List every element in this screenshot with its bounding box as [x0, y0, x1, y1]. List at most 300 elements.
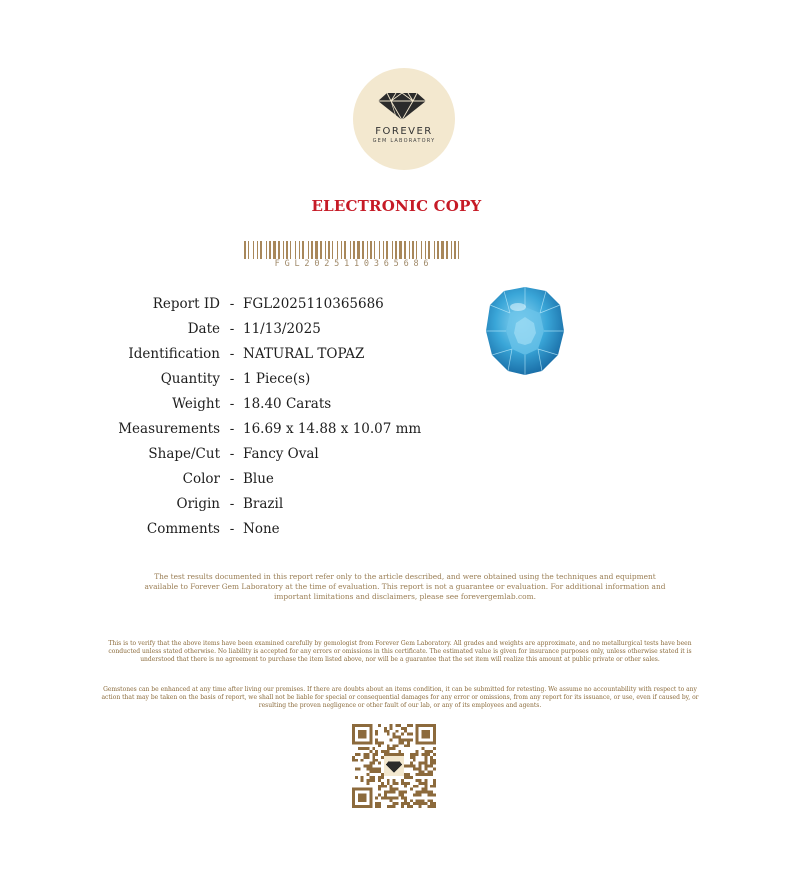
qr-module	[358, 767, 361, 770]
qr-module	[384, 785, 387, 788]
qr-module	[433, 762, 436, 765]
detail-separator: -	[229, 521, 235, 537]
qr-module	[384, 750, 387, 753]
barcode-bar	[428, 241, 430, 259]
qr-module	[378, 788, 381, 791]
qr-module	[407, 773, 410, 776]
barcode-text: FGL2025110365686	[274, 259, 434, 269]
detail-separator: -	[229, 321, 235, 337]
qr-module	[410, 724, 413, 727]
qr-module	[430, 770, 433, 773]
qr-module	[413, 759, 416, 762]
qr-module	[393, 791, 396, 794]
qr-module	[398, 753, 401, 756]
detail-row-color	[0, 469, 480, 494]
barcode-bar	[434, 241, 435, 259]
qr-module	[430, 785, 433, 788]
qr-module	[404, 727, 407, 730]
qr-module	[378, 770, 381, 773]
qr-module	[355, 759, 358, 762]
qr-module	[364, 756, 367, 759]
qr-module	[407, 765, 410, 768]
qr-module	[387, 796, 390, 799]
qr-module	[384, 730, 387, 733]
qr-module	[395, 724, 398, 727]
qr-module	[433, 767, 436, 770]
qr-module	[424, 756, 427, 759]
qr-module	[427, 799, 430, 802]
qr-module	[416, 802, 419, 805]
logo-name: FOREVER	[375, 126, 433, 137]
barcode-bar	[273, 241, 276, 259]
qr-module	[427, 773, 430, 776]
qr-module	[430, 773, 433, 776]
qr-module	[366, 756, 369, 759]
qr-module	[395, 782, 398, 785]
qr-module	[404, 744, 407, 747]
qr-module	[419, 773, 422, 776]
qr-module	[422, 799, 425, 802]
qr-module	[393, 779, 396, 782]
barcode-bar	[260, 241, 262, 259]
qr-module	[378, 767, 381, 770]
qr-module	[410, 753, 413, 756]
qr-module	[378, 785, 381, 788]
qr-module	[375, 741, 378, 744]
barcode-bar	[425, 241, 426, 259]
barcode-bar	[399, 241, 402, 259]
qr-module	[393, 805, 396, 808]
qr-module	[430, 791, 433, 794]
detail-label: Date	[187, 321, 220, 337]
barcode-bar	[320, 241, 322, 259]
qr-module	[404, 785, 407, 788]
qr-module	[433, 782, 436, 785]
qr-module	[433, 753, 436, 756]
qr-module	[375, 738, 378, 741]
qr-module	[410, 776, 413, 779]
barcode-bar	[386, 241, 388, 259]
qr-module	[393, 782, 396, 785]
qr-module	[395, 788, 398, 791]
qr-module	[427, 753, 430, 756]
barcode-bar	[412, 241, 414, 259]
qr-module	[395, 730, 398, 733]
barcode-bar	[404, 241, 406, 259]
detail-label: Color	[182, 471, 220, 487]
qr-module	[387, 782, 390, 785]
qr-module	[427, 791, 430, 794]
qr-module	[404, 791, 407, 794]
barcode-bar	[416, 241, 417, 259]
qr-module	[407, 782, 410, 785]
qr-module	[372, 756, 375, 759]
qr-finder	[358, 730, 367, 739]
barcode-bar	[421, 241, 422, 259]
qr-module	[384, 753, 387, 756]
qr-module	[378, 805, 381, 808]
qr-module	[387, 730, 390, 733]
qr-module	[419, 799, 422, 802]
qr-module	[355, 767, 358, 770]
barcode-bar	[311, 241, 313, 259]
qr-module	[422, 747, 425, 750]
barcode-bar	[458, 241, 459, 259]
qr-module	[395, 736, 398, 739]
barcode-bar	[395, 241, 397, 259]
qr-module	[390, 785, 393, 788]
qr-module	[419, 805, 422, 808]
detail-value: Fancy Oval	[243, 446, 319, 462]
qr-module	[404, 773, 407, 776]
qr-module	[410, 788, 413, 791]
qr-module	[398, 724, 401, 727]
qr-module	[378, 794, 381, 797]
qr-module	[390, 753, 393, 756]
barcode-bar	[357, 241, 360, 259]
qr-module	[413, 765, 416, 768]
qr-module	[419, 802, 422, 805]
qr-module	[378, 741, 381, 744]
qr-module	[413, 753, 416, 756]
qr-module	[390, 791, 393, 794]
qr-module	[433, 802, 436, 805]
qr-module	[372, 753, 375, 756]
qr-module	[375, 733, 378, 736]
qr-module	[378, 724, 381, 727]
detail-row-report-id	[0, 294, 480, 319]
qr-module	[366, 753, 369, 756]
barcode-bar	[332, 241, 333, 259]
qr-module	[430, 799, 433, 802]
qr-module	[390, 738, 393, 741]
qr-module	[393, 747, 396, 750]
qr-module	[427, 805, 430, 808]
qr-module	[407, 733, 410, 736]
qr-finder	[358, 794, 367, 803]
qr-module	[372, 767, 375, 770]
barcode-bar	[248, 241, 249, 259]
qr-module	[390, 747, 393, 750]
barcode-bar	[299, 241, 300, 259]
qr-module	[430, 765, 433, 768]
barcode-bar	[302, 241, 304, 259]
qr-module	[390, 796, 393, 799]
qr-module	[387, 753, 390, 756]
qr-module	[410, 756, 413, 759]
qr-module	[393, 733, 396, 736]
qr-module	[401, 805, 404, 808]
qr-module	[422, 770, 425, 773]
qr-module	[355, 753, 358, 756]
qr-module	[424, 788, 427, 791]
qr-module	[404, 776, 407, 779]
disclaimer-text: The test results documented in this report refer only to the article described, and were obtained using the techniques and equipment available to Forever Gem Laboratory at the time of evaluation. This report is not a guarantee or evaluation. For additional information and important limitations and disclaimers, please see forevergemlab.com.	[144, 572, 666, 601]
qr-module	[433, 785, 436, 788]
qr-module	[381, 773, 384, 776]
detail-separator: -	[229, 471, 235, 487]
barcode-bar	[269, 241, 271, 259]
qr-module	[433, 747, 436, 750]
qr-module	[395, 744, 398, 747]
barcode-bar	[253, 241, 254, 259]
qr-module	[358, 753, 361, 756]
qr-module	[398, 736, 401, 739]
qr-module	[361, 779, 364, 782]
qr-module	[410, 765, 413, 768]
qr-module	[413, 785, 416, 788]
qr-module	[352, 759, 355, 762]
barcode-bar	[409, 241, 410, 259]
qr-module	[422, 782, 425, 785]
qr-module	[390, 788, 393, 791]
detail-label: Measurements	[118, 421, 220, 437]
qr-module	[419, 770, 422, 773]
detail-value: 16.69 x 14.88 x 10.07 mm	[243, 421, 422, 437]
barcode-bar	[328, 241, 330, 259]
qr-module	[413, 794, 416, 797]
qr-module	[398, 750, 401, 753]
qr-module	[407, 744, 410, 747]
qr-module	[419, 791, 422, 794]
detail-row-origin	[0, 494, 480, 519]
qr-module	[424, 791, 427, 794]
qr-module	[430, 762, 433, 765]
barcode-bar	[257, 241, 258, 259]
barcode-bar	[337, 241, 338, 259]
logo-subtitle: GEM LABORATORY	[372, 138, 436, 144]
qr-module	[433, 779, 436, 782]
qr-module	[387, 805, 390, 808]
qr-module	[375, 796, 378, 799]
qr-module	[424, 802, 427, 805]
detail-row-shape-cut	[0, 444, 480, 469]
qr-module	[372, 770, 375, 773]
detail-label: Origin	[176, 496, 220, 512]
qr-module	[364, 765, 367, 768]
barcode-bar	[441, 241, 444, 259]
qr-module	[424, 750, 427, 753]
detail-label: Weight	[172, 396, 220, 412]
qr-module	[404, 782, 407, 785]
detail-separator: -	[229, 296, 235, 312]
qr-module	[422, 788, 425, 791]
detail-separator: -	[229, 396, 235, 412]
qr-module	[407, 724, 410, 727]
qr-module	[387, 744, 390, 747]
qr-module	[419, 767, 422, 770]
qr-module	[424, 779, 427, 782]
detail-value: None	[243, 521, 280, 537]
detail-value: NATURAL TOPAZ	[243, 346, 365, 362]
qr-module	[416, 767, 419, 770]
qr-module	[419, 765, 422, 768]
qr-module	[398, 741, 401, 744]
barcode-bar	[308, 241, 309, 259]
qr-module	[375, 767, 378, 770]
qr-module	[390, 724, 393, 727]
qr-module	[416, 753, 419, 756]
detail-value: FGL2025110365686	[243, 296, 384, 312]
qr-module	[404, 730, 407, 733]
qr-module	[378, 779, 381, 782]
qr-module	[401, 727, 404, 730]
qr-module	[433, 794, 436, 797]
document-title: ELECTRONIC COPY	[311, 197, 482, 215]
qr-module	[393, 796, 396, 799]
qr-module	[416, 773, 419, 776]
qr-module	[433, 759, 436, 762]
detail-value: 11/13/2025	[243, 321, 321, 337]
qr-code[interactable]	[352, 724, 436, 808]
detail-value: Blue	[243, 471, 274, 487]
qr-module	[381, 785, 384, 788]
qr-module	[372, 747, 375, 750]
qr-module	[372, 779, 375, 782]
qr-module	[384, 727, 387, 730]
qr-module	[381, 796, 384, 799]
barcode-bar	[244, 241, 246, 259]
barcode-bar	[315, 241, 318, 259]
qr-module	[427, 765, 430, 768]
detail-separator: -	[229, 421, 235, 437]
qr-module	[378, 802, 381, 805]
qr-module	[430, 756, 433, 759]
qr-module	[416, 791, 419, 794]
qr-module	[366, 773, 369, 776]
qr-module	[366, 765, 369, 768]
qr-module	[375, 770, 378, 773]
qr-module	[407, 741, 410, 744]
qr-module	[427, 770, 430, 773]
qr-module	[369, 770, 372, 773]
qr-module	[375, 759, 378, 762]
qr-module	[393, 802, 396, 805]
detail-separator: -	[229, 496, 235, 512]
qr-module	[424, 765, 427, 768]
qr-module	[381, 741, 384, 744]
qr-module	[384, 796, 387, 799]
qr-module	[424, 753, 427, 756]
qr-module	[381, 776, 384, 779]
qr-module	[358, 747, 361, 750]
barcode-bar	[341, 241, 342, 259]
qr-module	[372, 776, 375, 779]
qr-module	[413, 802, 416, 805]
barcode-bar	[350, 241, 351, 259]
detail-row-measurements	[0, 419, 480, 444]
barcode	[244, 241, 464, 259]
detail-label: Report ID	[152, 296, 220, 312]
qr-module	[407, 776, 410, 779]
qr-module	[401, 782, 404, 785]
barcode-bar	[379, 241, 380, 259]
barcode-bar	[437, 241, 439, 259]
detail-row-comments	[0, 519, 480, 544]
qr-finder	[422, 730, 431, 739]
detail-row-date	[0, 319, 480, 344]
barcode-bar	[446, 241, 448, 259]
qr-module	[387, 747, 390, 750]
qr-module	[355, 776, 358, 779]
detail-label: Comments	[146, 521, 220, 537]
qr-module	[430, 750, 433, 753]
qr-module	[390, 805, 393, 808]
barcode-bar	[290, 241, 291, 259]
qr-module	[378, 744, 381, 747]
qr-module	[369, 776, 372, 779]
barcode-bar	[278, 241, 280, 259]
qr-module	[393, 736, 396, 739]
barcode-bar	[454, 241, 456, 259]
detail-label: Identification	[128, 346, 220, 362]
qr-module	[416, 750, 419, 753]
qr-module	[407, 802, 410, 805]
qr-module	[424, 762, 427, 765]
qr-module	[375, 750, 378, 753]
qr-module	[369, 779, 372, 782]
qr-module	[378, 776, 381, 779]
qr-module	[375, 802, 378, 805]
detail-value: Brazil	[243, 496, 284, 512]
qr-module	[361, 747, 364, 750]
qr-module	[366, 782, 369, 785]
qr-module	[416, 785, 419, 788]
qr-module	[422, 762, 425, 765]
detail-row-weight	[0, 394, 480, 419]
qr-module	[404, 738, 407, 741]
qr-module	[430, 802, 433, 805]
qr-module	[372, 762, 375, 765]
detail-row-identification	[0, 344, 480, 369]
qr-module	[375, 753, 378, 756]
qr-module	[384, 794, 387, 797]
qr-module	[387, 779, 390, 782]
qr-module	[384, 791, 387, 794]
gemstone-image	[484, 285, 566, 377]
qr-module	[366, 779, 369, 782]
qr-module	[366, 747, 369, 750]
qr-module	[395, 753, 398, 756]
qr-module	[378, 762, 381, 765]
qr-module	[419, 794, 422, 797]
qr-module	[398, 791, 401, 794]
qr-module	[369, 762, 372, 765]
barcode-bar	[370, 241, 372, 259]
qr-module	[375, 730, 378, 733]
qr-module	[401, 794, 404, 797]
qr-module	[413, 767, 416, 770]
qr-module	[407, 738, 410, 741]
qr-module	[375, 805, 378, 808]
barcode-bar	[392, 241, 393, 259]
detail-separator: -	[229, 371, 235, 387]
qr-module	[404, 765, 407, 768]
qr-module	[422, 791, 425, 794]
qr-module	[369, 765, 372, 768]
qr-module	[404, 796, 407, 799]
qr-module	[401, 791, 404, 794]
detail-separator: -	[229, 346, 235, 362]
qr-module	[416, 794, 419, 797]
qr-module	[369, 750, 372, 753]
qr-module	[381, 750, 384, 753]
qr-module	[398, 738, 401, 741]
qr-module	[401, 802, 404, 805]
qr-module	[424, 759, 427, 762]
barcode-bar	[295, 241, 296, 259]
qr-module	[393, 744, 396, 747]
